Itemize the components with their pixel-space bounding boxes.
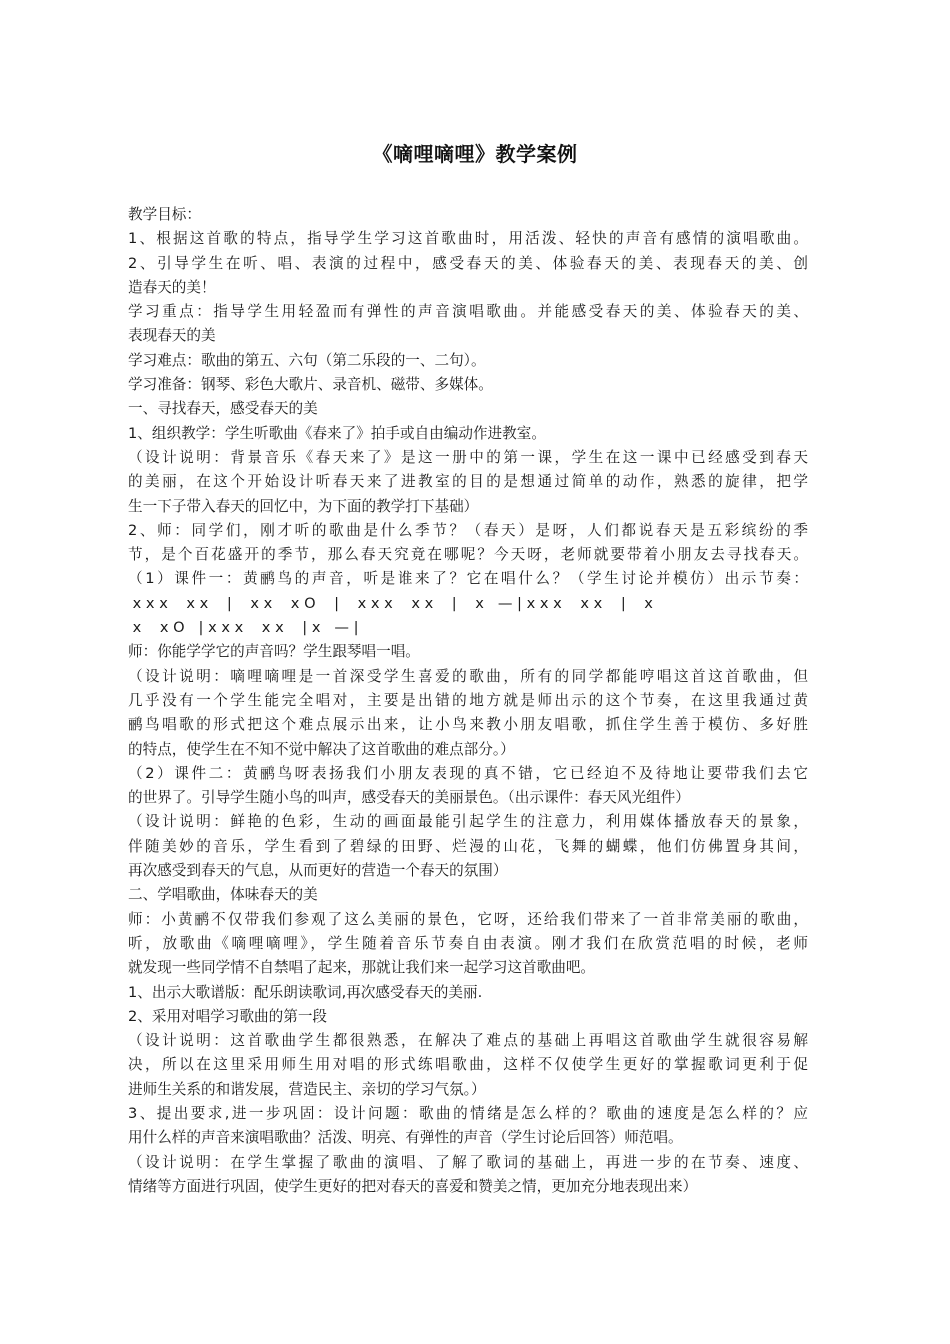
text-line: 就发现一些同学情不自禁唱了起来，那就让我们来一起学习这首歌曲吧。	[128, 959, 596, 977]
text-line: （设计说明：这首歌曲学生都很熟悉，在解决了难点的基础上再唱这首歌曲学生就很容易解	[128, 1032, 808, 1050]
text-line: 1、组织教学：学生听歌曲《春来了》拍手或自由编动作进教室。	[128, 424, 546, 442]
text-line: 2、引导学生在听、唱、表演的过程中，感受春天的美、体验春天的美、表现春天的美、创	[128, 254, 808, 272]
text-line: （设计说明：鲜艳的色彩，生动的画面最能引起学生的注意力，利用媒体播放春天的景象，	[128, 813, 808, 831]
text-line: 生一下子带入春天的回忆中，为下面的教学打下基础）	[128, 497, 479, 515]
text-line: （设计说明：在学生掌握了歌曲的演唱、了解了歌词的基础上，再进一步的在节奏、速度、	[128, 1153, 808, 1171]
text-line: （设计说明：嘀哩嘀哩是一首深受学生喜爱的歌曲，所有的同学都能哼唱这首这首歌曲，但	[128, 667, 808, 685]
text-line: 2、采用对唱学习歌曲的第一段	[128, 1007, 328, 1025]
text-line: 几乎没有一个学生能完全唱对，主要是出错的地方就是师出示的这个节奏，在这里我通过黄	[128, 691, 808, 709]
text-line: 造春天的美！	[128, 278, 216, 296]
text-line: 师：小黄鹂不仅带我们参观了这么美丽的景色，它呀，还给我们带来了一首非常美丽的歌曲，	[128, 910, 808, 928]
text-line: 伴随美妙的音乐，学生看到了碧绿的田野、烂漫的山花，飞舞的蝴蝶，他们仿佛置身其间，	[128, 837, 808, 855]
text-line: 师：你能学学它的声音吗？学生跟琴唱一唱。	[128, 643, 420, 661]
text-line: 1、出示大歌谱版：配乐朗读歌词,再次感受春天的美丽.	[128, 983, 483, 1001]
text-line: 2、师：同学们，刚才听的歌曲是什么季节？（春天）是呀，人们都说春天是五彩缤纷的季	[128, 521, 808, 539]
text-line: 的世界了。引导学生随小鸟的叫声，感受春天的美丽景色。（出示课件：春天风光组件）	[128, 789, 690, 807]
text-line: 听，放歌曲《嘀哩嘀哩》，学生随着音乐节奏自由表演。刚才我们在欣赏范唱的时候，老师	[128, 934, 808, 952]
text-line: （2）课件二：黄鹂鸟呀表扬我们小朋友表现的真不错，它已经迫不及待地让要带我们去它	[128, 764, 808, 782]
text-line: 进师生关系的和谐发展，营造民主、亲切的学习气氛。）	[128, 1080, 486, 1098]
text-line: 的特点，使学生在不知不觉中解决了这首歌曲的难点部分。）	[128, 740, 515, 758]
text-line: 教学目标：	[128, 206, 201, 223]
text-line: （1）课件一：黄鹂鸟的声音，听是谁来了？它在唱什么？（学生讨论并模仿）出示节奏：	[128, 570, 808, 588]
text-line: 用什么样的声音来演唱歌曲？活泼、明亮、有弹性的声音（学生讨论后回答）师范唱。	[128, 1129, 683, 1147]
text-line: 学习准备：钢琴、彩色大歌片、录音机、磁带、多媒体。	[128, 376, 493, 394]
document-title: 《嘀哩嘀哩》教学案例	[372, 142, 578, 166]
rhythm-notation-line: x x O | x x x x x | x — |	[128, 619, 359, 637]
text-line: 决，所以在这里采用师生用对唱的形式练唱歌曲，这样不仅使学生更好的掌握歌词更利于促	[128, 1056, 808, 1074]
text-line: 3、提出要求,进一步巩固：设计问题：歌曲的情绪是怎么样的？歌曲的速度是怎么样的？应	[128, 1104, 808, 1122]
text-line: 情绪等方面进行巩固，使学生更好的把对春天的喜爱和赞美之情，更加充分地表现出来）	[128, 1177, 698, 1195]
text-line: 节，是个百花盛开的季节，那么春天究竟在哪呢？今天呀，老师就要带着小朋友去寻找春天。	[128, 546, 808, 564]
text-line: 学习难点：歌曲的第五、六句（第二乐段的一、二句）。	[128, 351, 486, 369]
text-line: 二、学唱歌曲，体味春天的美	[128, 886, 318, 904]
text-line: （设计说明：背景音乐《春天来了》是这一册中的第一课，学生在这一课中已经感受到春天	[128, 448, 808, 466]
document-body	[128, 203, 808, 1199]
text-line: 学习重点：指导学生用轻盈而有弹性的声音演唱歌曲。并能感受春天的美、体验春天的美、	[128, 303, 808, 321]
text-line: 1、根据这首歌的特点，指导学生学习这首歌曲时，用活泼、轻快的声音有感情的演唱歌曲。	[128, 230, 808, 248]
text-line: 鹂鸟唱歌的形式把这个难点展示出来，让小鸟来教小朋友唱歌，抓住学生善于模仿、多好胜	[128, 716, 808, 734]
text-line: 一、寻找春天，感受春天的美	[128, 400, 318, 418]
text-line: 再次感受到春天的气息，从而更好的营造一个春天的氛围）	[128, 862, 508, 880]
text-line: 的美丽，在这个开始设计听春天来了进教室的目的是想通过简单的动作，熟悉的旋律，把学	[128, 473, 808, 491]
rhythm-notation-line: x x x x x | x x x O | x x x x x | x — | x x x x x | x	[128, 594, 653, 612]
text-line: 表现春天的美	[128, 327, 216, 345]
